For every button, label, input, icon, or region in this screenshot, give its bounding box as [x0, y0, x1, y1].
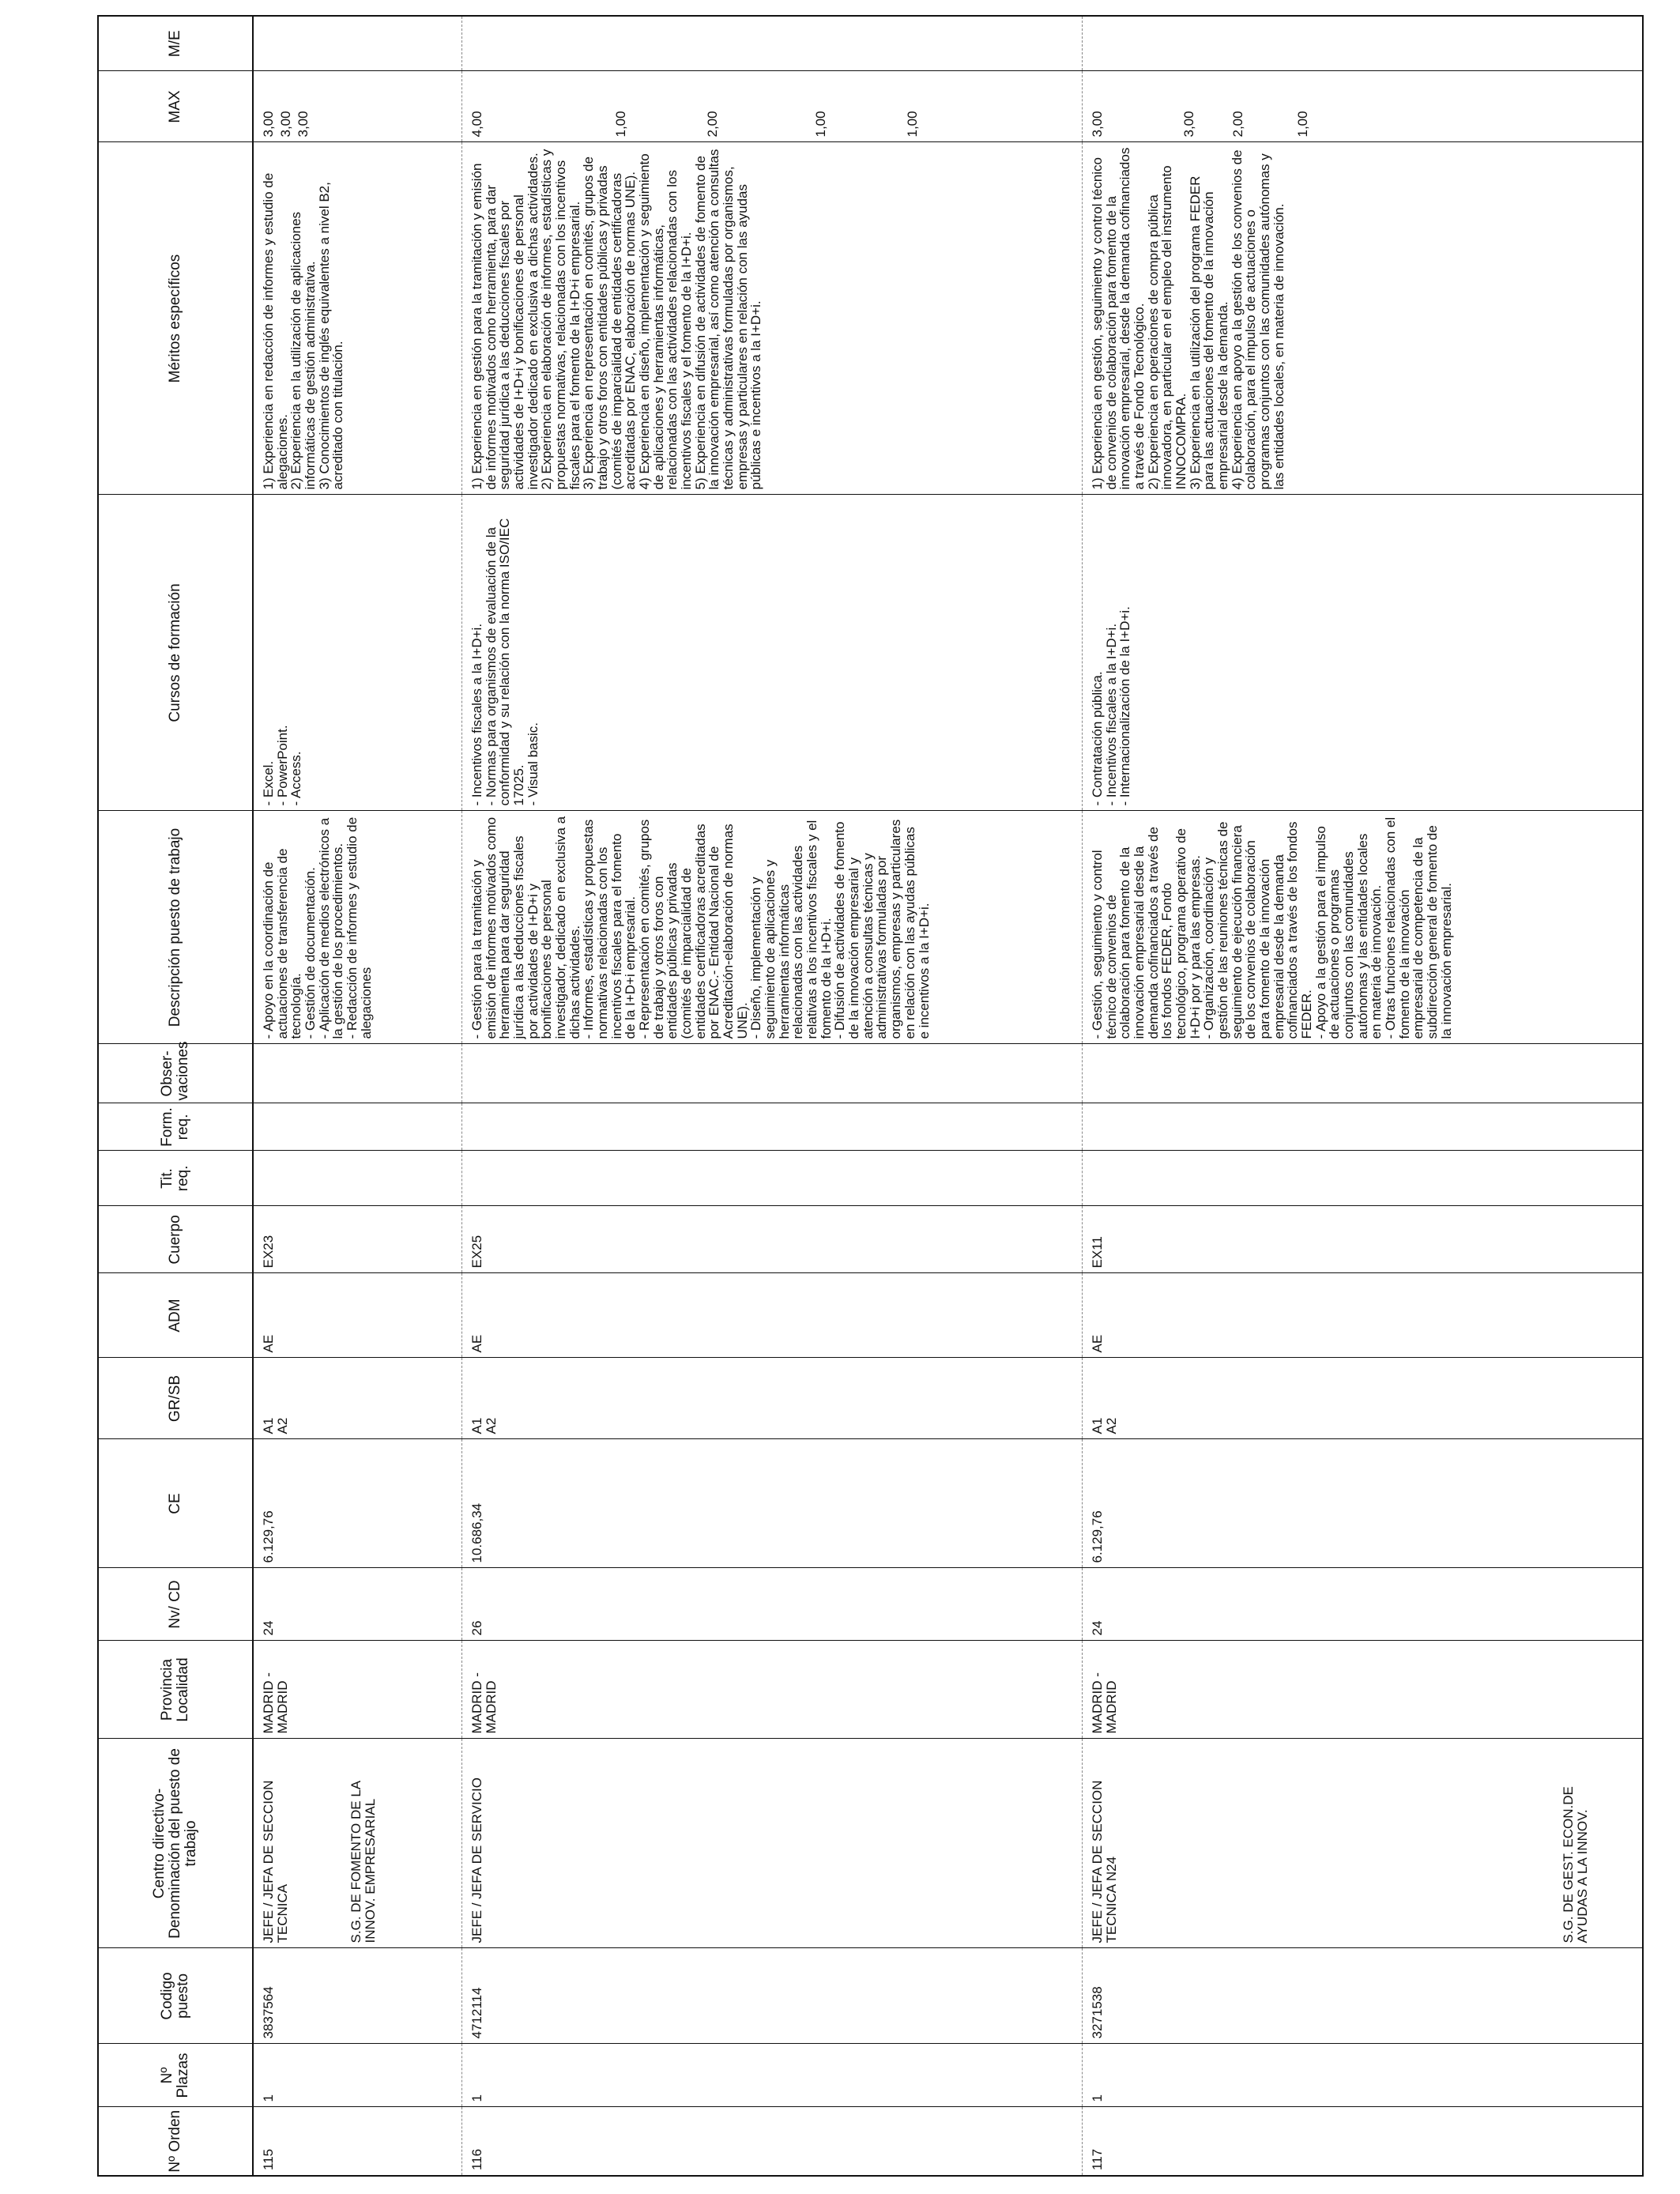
header-provincia: Provincia Localidad: [98, 1641, 253, 1739]
cell-codigo: 3837564: [253, 1948, 462, 2044]
cell-descripcion: - Apoyo en la coordinación de actuaciones de transferencia de tecnología. - Gestión de documentación. - Aplicación de medios electrónicos a la gestión de los procedimientos. - Redacción de informes y estudio de alegaciones: [253, 811, 462, 1044]
cell-cursos: - Contratación pública. - Incentivos fiscales a la I+D+i. - Internacionalización de la I+D+i.: [1083, 495, 1644, 811]
header-cursos: Cursos de formación: [98, 495, 253, 811]
header-titulacion: Tit. req.: [98, 1151, 253, 1206]
cell-cuerpo: EX25: [462, 1206, 1083, 1273]
header-nivel: Nv/ CD: [98, 1568, 253, 1641]
puesto-name: JEFE / JEFA DE SECCION TECNICA N24: [1090, 1780, 1120, 1943]
cell-titulacion: [1083, 1151, 1644, 1206]
cell-max: [253, 71, 462, 142]
job-positions-table: [97, 15, 1644, 2177]
cell-adm: AE: [1083, 1273, 1644, 1358]
cell-orden: 115: [253, 2107, 462, 2176]
cell-grupo: A1 A2: [1083, 1358, 1644, 1439]
cell-titulacion: [462, 1151, 1083, 1206]
header-descripcion: Descripción puesto de trabajo: [98, 811, 253, 1044]
cell-plazas: 1: [253, 2044, 462, 2107]
cell-centro: [253, 1739, 462, 1948]
max-value: 3,00: [1181, 111, 1197, 138]
cell-provincia: MADRID - MADRID: [253, 1641, 462, 1739]
cell-plazas: 1: [1083, 2044, 1644, 2107]
header-cuerpo: Cuerpo: [98, 1206, 253, 1273]
cell-nivel: 24: [253, 1568, 462, 1641]
cell-adm: AE: [462, 1273, 1083, 1358]
cell-provincia: MADRID - MADRID: [462, 1641, 1083, 1739]
cell-ce: 6.129,76: [253, 1439, 462, 1568]
puesto-name: JEFE / JEFA DE SECCION TECNICA: [261, 1780, 291, 1943]
table-row: [1083, 16, 1644, 2176]
cell-me: [1083, 16, 1644, 71]
cell-formacion: [462, 1103, 1083, 1151]
cell-descripcion: - Gestión, seguimiento y control técnico de convenios de colaboración para fomento de la innovación empresarial desde la demanda cofinanciados a través de los fondos FEDER, Fondo tecnológico, programa operativo de I+D+i por y para las empresas. - Organización, coordinación y gestión de las reuniones técnicas de seguimiento de ejecución financiera de los convenios de colaboración para fomento de la innovación empresarial desde la demanda cofinanciados a través de los fondos FEDER. - Apoyo a la gestión para el impulso de actuaciones o programas conjuntos con las comunidades autónomas y las entidades locales en materia de innovación. - Otras funciones relacionadas con el fomento de la innovación empresarial de competencia de la subdirección general de fomento de la innovación empresarial.: [1083, 811, 1644, 1044]
header-me: M/E: [98, 16, 253, 71]
header-plazas: Nº Plazas: [98, 2044, 253, 2107]
header-codigo: Codigo puesto: [98, 1948, 253, 2044]
cell-orden: 117: [1083, 2107, 1644, 2176]
cell-centro: JEFE / JEFA DE SERVICIO: [462, 1739, 1083, 1948]
cell-titulacion: [253, 1151, 462, 1206]
table-row: [253, 16, 462, 2176]
cell-provincia: MADRID - MADRID: [1083, 1641, 1644, 1739]
cell-grupo: A1 A2: [462, 1358, 1083, 1439]
subunit-name: S.G. DE FOMENTO DE LA INNOV. EMPRESARIAL: [348, 1781, 379, 1943]
cell-max: [462, 71, 1083, 142]
table-header-row: [98, 16, 253, 2176]
cell-cursos: - Incentivos fiscales a la I+D+i. - Normas para organismos de evaluación de la conformidad y su relación con la norma ISO/IEC 17025. - Visual basic.: [462, 495, 1083, 811]
cell-nivel: 26: [462, 1568, 1083, 1641]
cell-formacion: [253, 1103, 462, 1151]
cell-meritos: 1) Experiencia en gestión, seguimiento y control técnico de convenios de colaboración para fomento de la innovación empresarial, desde la demanda cofinanciados a través de Fondo Tecnológico. 2) Experiencia en operaciones de compra pública innovadora, en particular en el empleo del instrumento INNOCOMPRA. 3) Experiencia en la utilización del programa FEDER para las actuaciones del fomento de la innovación empresarial desde la demanda. 4) Experiencia en apoyo a la gestión de los convenios de colaboración, para el impulso de actuaciones o programas conjuntos con las comunidades autónomas y las entidades locales, en materia de innovación.: [1083, 142, 1644, 495]
cell-ce: 10.686,34: [462, 1439, 1083, 1568]
max-value: 3,00: [278, 111, 294, 138]
header-centro: Centro directivo- Denominación del puesto de trabajo: [98, 1739, 253, 1948]
cell-codigo: 3271538: [1083, 1948, 1644, 2044]
header-adm: ADM: [98, 1273, 253, 1358]
max-value: 1,00: [1295, 111, 1311, 138]
subunit-name: S.G. DE GEST. ECON.DE AYUDAS A LA INNOV.: [1561, 1786, 1591, 1943]
max-value: 3,00: [296, 111, 311, 138]
cell-nivel: 24: [1083, 1568, 1644, 1641]
max-value: 4,00: [469, 111, 484, 138]
header-grupo: GR/SB: [98, 1358, 253, 1439]
table-row: [462, 16, 1083, 2176]
max-value: 1,00: [905, 111, 921, 138]
cell-orden: 116: [462, 2107, 1083, 2176]
header-ce: CE: [98, 1439, 253, 1568]
cell-descripcion: - Gestión para la tramitación y emisión de informes motivados como herramienta para dar seguridad jurídica a las deducciones fiscales por actividades de I+D+i y bonificaciones de personal investigador, dedicado en exclusiva a dichas actividades. - Informes, estadísticas y propuestas normativas relacionadas con los incentivos fiscales para el fomento de la I+D+i empresarial. - Representación en comités, grupos de trabajo y otros foros con entidades públicas y privadas (comités de imparcialidad de entidades certificadoras acreditadas por ENAC.- Entidad Nacional de Acreditación-elaboración de normas UNE). - Diseño, implementación y seguimiento de aplicaciones y herramientas informáticas relacionadas con las actividades relativas a los incentivos fiscales y el fomento de la I+D+i. - Difusión de actividades de fomento de la innovación empresarial y atención a consultas técnicas y administrativas formuladas por organismos, empresas y particulares en relación con las ayudas públicas e incentivos a la I+D+i.: [462, 811, 1083, 1044]
header-formacion: Form. req.: [98, 1103, 253, 1151]
cell-formacion: [1083, 1103, 1644, 1151]
max-value: 3,00: [261, 111, 276, 138]
cell-meritos: 1) Experiencia en redacción de informes y estudio de alegaciones. 2) Experiencia en la utilización de aplicaciones informáticas de gestión administrativa. 3) Conocimientos de inglés equivalentes a nivel B2, acreditado con titulación.: [253, 142, 462, 495]
cell-observaciones: [253, 1044, 462, 1103]
cell-plazas: 1: [462, 2044, 1083, 2107]
max-value: 1,00: [813, 111, 829, 138]
cell-max: [1083, 71, 1644, 142]
cell-cuerpo: EX11: [1083, 1206, 1644, 1273]
cell-adm: AE: [253, 1273, 462, 1358]
cell-grupo: A1 A2: [253, 1358, 462, 1439]
header-meritos: Méritos específicos: [98, 142, 253, 495]
cell-meritos: 1) Experiencia en gestión para la tramitación y emisión de informes motivados como herramienta, para dar seguridad jurídica a las deducciones fiscales por actividades de I+D+i y bonificaciones de personal investigador dedicado en exclusiva a dichas actividades. 2) Experiencia en elaboración de informes, estadísticas y propuestas normativas, relacionadas con los incentivos fiscales para el fomento de la I+D+i empresarial. 3) Experiencia en representación en comités, grupos de trabajo y otros foros con entidades públicas y privadas (comités de imparcialidad de entidades certificadoras acreditadas por ENAC, elaboración de normas UNE). 4) Experiencia en diseño, implementación y seguimiento de aplicaciones y herramientas informáticas, relacionadas con las actividades relacionadas con los incentivos fiscales y el fomento de la I+D+i. 5) Experiencia en difusión de actividades de fomento de la innovación empresarial, así como atención a consultas técnicas y administrativas formuladas por organismos, empresas y particulares en relación con las ayudas públicas e incentivos a la I+D+i.: [462, 142, 1083, 495]
max-value: 2,00: [1230, 111, 1246, 138]
cell-cursos: - Excel. - PowerPoint. - Access.: [253, 495, 462, 811]
cell-me: [253, 16, 462, 71]
header-observaciones: Obser- vaciones: [98, 1044, 253, 1103]
cell-centro: [1083, 1739, 1644, 1948]
max-value: 1,00: [613, 111, 629, 138]
header-orden: Nº Orden: [98, 2107, 253, 2176]
cell-observaciones: [462, 1044, 1083, 1103]
max-value: 2,00: [705, 111, 721, 138]
cell-cuerpo: EX23: [253, 1206, 462, 1273]
header-max: MAX: [98, 71, 253, 142]
cell-codigo: 4712114: [462, 1948, 1083, 2044]
cell-me: [462, 16, 1083, 71]
cell-ce: 6.129,76: [1083, 1439, 1644, 1568]
cell-observaciones: [1083, 1044, 1644, 1103]
max-value: 3,00: [1090, 111, 1105, 138]
